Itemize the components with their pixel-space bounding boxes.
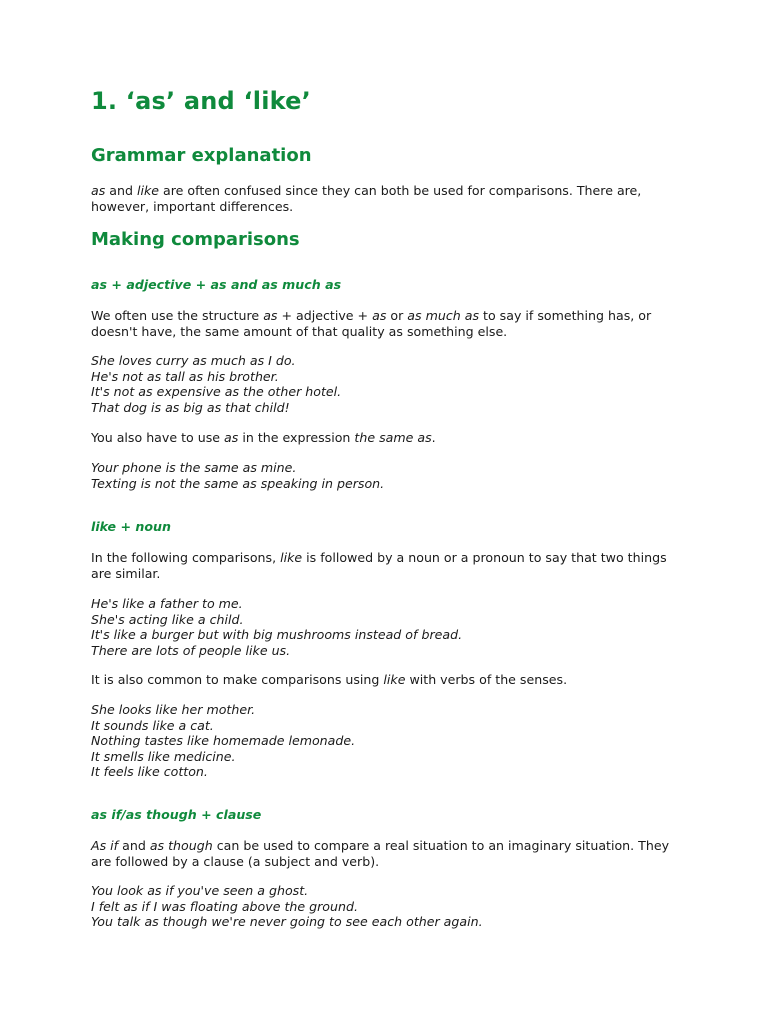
example-sentence: Texting is not the same as speaking in person.	[91, 475, 385, 491]
text-run: is followed by a noun or a pronoun to say that two things are similar.	[91, 550, 667, 581]
examples-as-much-as	[91, 353, 681, 415]
examples-as-if	[91, 883, 681, 930]
example-sentence: There are lots of people like us.	[91, 642, 291, 658]
text-run: We often use the structure	[91, 308, 264, 323]
italic-term: like	[383, 672, 406, 687]
example-sentence: It sounds like a cat.	[91, 717, 214, 733]
subheading-as-if-as-though: as if/as though + clause	[91, 807, 262, 822]
italic-term: like	[136, 183, 160, 198]
subheading-as-adjective-as: as + adjective + as and as much as	[91, 277, 342, 292]
example-sentence: She looks like her mother.	[91, 702, 256, 717]
italic-term: as	[91, 183, 106, 198]
examples-same-as	[91, 460, 681, 491]
example-sentence: He's not as tall as his brother.	[91, 368, 279, 384]
example-sentence: Your phone is the same as mine.	[91, 460, 297, 475]
example-sentence: That dog is as big as that child!	[91, 399, 290, 415]
intro-paragraph	[91, 183, 681, 214]
heading-grammar-explanation: Grammar explanation	[91, 145, 312, 166]
example-sentence: I felt as if I was floating above the ground.	[91, 898, 358, 914]
paragraph-same-as	[91, 430, 681, 446]
text-run: can be used to compare a real situation to an imaginary situation. They are followed by a clause (a subject and verb).	[91, 838, 670, 869]
heading-making-comparisons: Making comparisons	[91, 229, 300, 250]
text-run: are often confused since they can both be used for comparisons. There are, however, important differences.	[91, 183, 642, 214]
text-run: and	[118, 838, 150, 853]
text-run: You also have to use	[91, 430, 225, 445]
italic-term: the same as	[354, 430, 432, 445]
text-run: .	[431, 430, 436, 445]
example-sentence: It feels like cotton.	[91, 764, 208, 780]
examples-like-senses	[91, 702, 681, 780]
example-sentence: She loves curry as much as I do.	[91, 353, 296, 368]
example-sentence: She's acting like a child.	[91, 611, 244, 627]
paragraph-as-structure	[91, 308, 681, 339]
example-sentence: You talk as though we're never going to see each other again.	[91, 914, 483, 930]
italic-term: As if	[91, 838, 119, 853]
italic-term: as	[263, 308, 278, 323]
page-title: 1. ‘as’ and ‘like’	[91, 87, 311, 115]
text-run: + adjective +	[277, 308, 373, 323]
paragraph-like-noun	[91, 550, 681, 581]
paragraph-like-senses	[91, 672, 681, 688]
example-sentence: You look as if you've seen a ghost.	[91, 883, 309, 898]
text-run: to say if something has, or doesn't have, the same amount of that quality as something else.	[91, 308, 652, 339]
example-sentence: Nothing tastes like homemade lemonade.	[91, 733, 356, 749]
italic-term: like	[280, 550, 303, 565]
subheading-like-noun: like + noun	[91, 519, 171, 534]
text-run: with verbs of the senses.	[405, 672, 568, 687]
example-sentence: It smells like medicine.	[91, 748, 236, 764]
text-run: or	[386, 308, 408, 323]
example-sentence: It's not as expensive as the other hotel.	[91, 384, 342, 400]
example-sentence: It's like a burger but with big mushrooms instead of bread.	[91, 627, 463, 643]
paragraph-as-if	[91, 838, 681, 869]
italic-term: as	[372, 308, 387, 323]
italic-term: as much as	[407, 308, 480, 323]
text-run: It is also common to make comparisons using	[91, 672, 384, 687]
text-run: in the expression	[238, 430, 355, 445]
text-run: In the following comparisons,	[91, 550, 281, 565]
example-sentence: He's like a father to me.	[91, 596, 243, 611]
italic-term: as though	[149, 838, 213, 853]
text-run: and	[105, 183, 137, 198]
examples-like-noun	[91, 596, 681, 658]
italic-term: as	[224, 430, 239, 445]
